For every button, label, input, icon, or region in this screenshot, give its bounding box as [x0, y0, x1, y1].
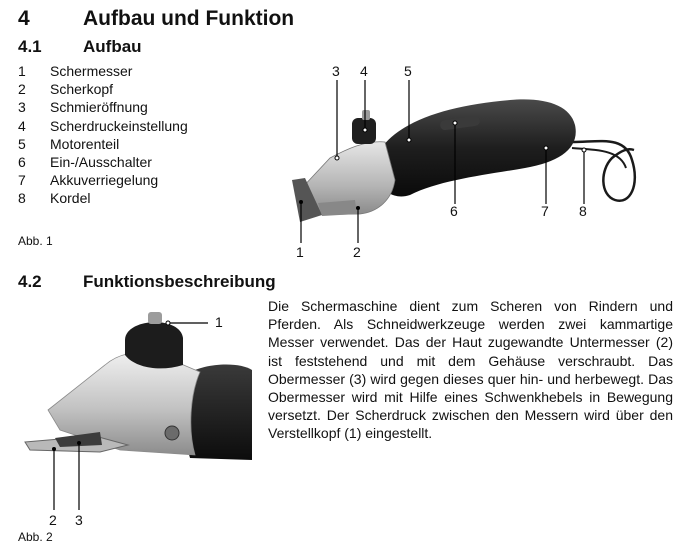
parts-list-item: 7 Akkuverriegelung: [18, 172, 159, 189]
parts-list-item: 1 Schermesser: [18, 63, 133, 79]
parts-list-item: 5 Motorenteil: [18, 135, 120, 152]
subsection-1-number: 4.1: [18, 37, 42, 56]
subsection-1-title: Aufbau: [83, 37, 142, 56]
parts-list-item: 2 Scherkopf: [18, 81, 114, 98]
figure-1-callout: 2: [353, 244, 361, 260]
parts-list-item: 6 Ein-/Ausschalter: [18, 154, 152, 171]
figure-1-callout: 5: [404, 63, 412, 79]
figure-2-callout: 3: [75, 512, 83, 528]
figure-2-callout: 1: [215, 314, 223, 330]
section-title: Aufbau und Funktion: [83, 7, 295, 30]
figure-1-callout: 8: [579, 203, 587, 219]
figure-2-caption: Abb. 2: [18, 530, 53, 544]
section-number: 4: [18, 7, 30, 30]
figure-1-caption: Abb. 1: [18, 234, 53, 248]
figure-1-callout: 4: [360, 63, 368, 79]
parts-list-item: 4 Scherdruckeinstellung: [18, 117, 188, 134]
figure-1-callout: 1: [296, 244, 304, 260]
function-description-text: Die Schermaschine dient zum Scheren von Rindern und Pferden. Als Schneidwerkzeuge werden zwei kammartige Messer verwendet. Das der Haut zugewandte Untermesser (2) ist feststehend und mit dem Gehäuse verschraubt. Das Obermesser (3) wird gegen dieses quer hin- und herbewegt. Das Obermesser wird mit Hilfe eines Schwenkhebels in Bewegung versetzt. Der Scherdruck zwischen den Messern wird über den Verstellkopf (1) eingestellt.: [268, 298, 673, 442]
subsection-2-number: 4.2: [18, 272, 42, 291]
figure-1-callout: 6: [450, 203, 458, 219]
subsection-2-title: Funktionsbeschreibung: [83, 272, 276, 291]
figure-2-callout: 2: [49, 512, 57, 528]
parts-list-item: 3 Schmieröffnung: [18, 99, 148, 116]
figure-1-callout: 3: [332, 63, 340, 79]
figure-1-callout: 7: [541, 203, 549, 219]
parts-list-item: 8 Kordel: [18, 190, 91, 207]
